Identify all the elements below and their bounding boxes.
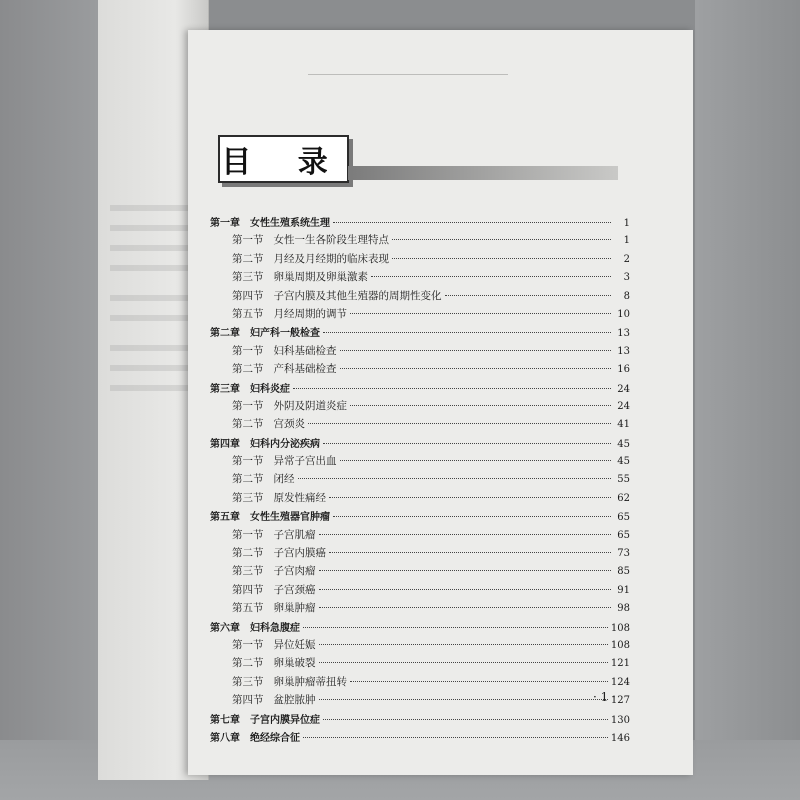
- dot-leader: [319, 662, 608, 663]
- dot-leader: [293, 388, 611, 389]
- toc-entry-label: 第三节: [232, 565, 264, 578]
- toc-entry-label: 第五章: [210, 512, 240, 524]
- page-number: · 1 ·: [593, 690, 616, 704]
- toc-entry-label: 第四节: [232, 289, 264, 302]
- dot-leader: [371, 276, 611, 277]
- toc-entry-title: 妇科内分泌疾病: [250, 438, 320, 450]
- toc-entry-title: 卵巢周期及卵巢激素: [273, 271, 368, 284]
- toc-entry-page: 73: [617, 548, 630, 560]
- toc-entry-title: 月经周期的调节: [273, 307, 347, 320]
- toc-section-entry: [210, 416, 630, 434]
- toc-entry-label: 第四节: [232, 583, 264, 596]
- toc-chapter-entry: [210, 380, 630, 398]
- toc-entry-page: 127: [610, 695, 630, 707]
- toc-entry-title: 女性生殖系统生理: [250, 218, 330, 229]
- toc-entry-title: 卵巢肿瘤: [273, 602, 316, 615]
- dot-leader: [319, 570, 612, 571]
- toc-entry-label: 第一节: [232, 344, 264, 357]
- toc-entry-label: 第三节: [232, 675, 264, 688]
- toc-entry-page: 8: [623, 290, 630, 302]
- running-header-rule: [308, 74, 508, 75]
- dot-leader: [340, 368, 612, 369]
- dot-leader: [445, 295, 612, 296]
- toc-section-entry: [210, 692, 630, 710]
- toc-entry-page: 24: [617, 400, 630, 412]
- toc-section-entry: [210, 527, 630, 545]
- toc-entry-title: 妇科急腹症: [250, 622, 300, 634]
- page-title: 目 录: [218, 135, 349, 183]
- toc-entry-label: 第三章: [210, 383, 240, 395]
- toc-entry-page: 146: [610, 732, 630, 744]
- bleed-through-line: [110, 365, 200, 371]
- toc-entry-page: 108: [610, 639, 630, 651]
- toc-entry-page: 65: [617, 529, 630, 541]
- toc-entry-page: 85: [617, 566, 630, 578]
- toc-chapter-entry: [210, 729, 630, 747]
- title-decoration-bar: [348, 166, 618, 180]
- toc-section-entry: [210, 637, 630, 655]
- bleed-through-line: [110, 225, 200, 231]
- toc-section-entry: [210, 269, 630, 287]
- toc-entry-page: 13: [617, 345, 630, 357]
- toc-section-entry: [210, 306, 630, 324]
- table-of-contents: [210, 214, 630, 747]
- toc-entry-page: 24: [617, 383, 630, 395]
- dot-leader: [350, 681, 608, 682]
- toc-entry-label: 第二节: [232, 657, 264, 670]
- bleed-through-line: [110, 265, 200, 271]
- dot-leader: [392, 239, 611, 240]
- toc-section-entry: [210, 545, 630, 563]
- toc-entry-label: 第一章: [210, 218, 240, 229]
- dot-leader: [319, 699, 608, 700]
- toc-chapter-entry: [210, 214, 630, 232]
- dot-leader: [340, 350, 612, 351]
- toc-entry-title: 子宫内膜癌: [273, 547, 326, 560]
- dot-leader: [319, 589, 612, 590]
- bleed-through-line: [110, 315, 200, 321]
- toc-section-entry: [210, 600, 630, 618]
- toc-entry-title: 子宫内膜异位症: [250, 714, 320, 726]
- toc-section-entry: [210, 232, 630, 250]
- bleed-through-line: [110, 245, 200, 251]
- toc-chapter-entry: [210, 619, 630, 637]
- toc-chapter-entry: [210, 324, 630, 342]
- dot-leader: [308, 423, 611, 424]
- toc-entry-page: 2: [623, 253, 630, 265]
- toc-entry-title: 异位妊娠: [273, 638, 316, 651]
- toc-entry-page: 108: [610, 622, 630, 634]
- toc-entry-page: 91: [617, 584, 630, 596]
- toc-entry-title: 子宫内膜及其他生殖器的周期性变化: [273, 289, 442, 302]
- toc-entry-label: 第六章: [210, 622, 240, 634]
- dot-leader: [303, 737, 608, 738]
- toc-entry-label: 第三节: [232, 491, 264, 504]
- dot-leader: [350, 313, 611, 314]
- toc-entry-page: 10: [617, 308, 630, 320]
- toc-entry-label: 第四节: [232, 694, 264, 707]
- toc-entry-title: 子宫肉瘤: [273, 565, 316, 578]
- toc-entry-label: 第二章: [210, 328, 240, 340]
- toc-entry-title: 妇科基础检查: [273, 344, 337, 357]
- toc-entry-label: 第二节: [232, 418, 264, 431]
- dot-leader: [333, 222, 611, 223]
- toc-entry-label: 第一节: [232, 528, 264, 541]
- toc-entry-title: 月经及月经期的临床表现: [273, 252, 389, 265]
- toc-chapter-entry: [210, 508, 630, 526]
- toc-entry-page: 65: [617, 512, 630, 524]
- dot-leader: [350, 405, 611, 406]
- toc-entry-title: 卵巢破裂: [273, 657, 316, 670]
- toc-entry-title: 子宫肌瘤: [273, 528, 316, 541]
- toc-section-entry: [210, 674, 630, 692]
- toc-entry-title: 妇科炎症: [250, 383, 290, 395]
- toc-entry-label: 第一节: [232, 638, 264, 651]
- toc-chapter-entry: [210, 711, 630, 729]
- toc-entry-page: 1: [623, 235, 630, 247]
- toc-entry-page: 98: [617, 603, 630, 615]
- toc-entry-page: 124: [610, 676, 630, 688]
- dot-leader: [392, 258, 611, 259]
- toc-section-entry: [210, 490, 630, 508]
- toc-entry-page: 13: [617, 328, 630, 340]
- toc-entry-page: 3: [623, 272, 630, 284]
- dot-leader: [333, 516, 611, 517]
- bleed-through-line: [110, 385, 200, 391]
- dot-leader: [329, 552, 611, 553]
- bleed-through-line: [110, 345, 200, 351]
- toc-entry-page: 130: [610, 714, 630, 726]
- toc-section-entry: [210, 343, 630, 361]
- document-page: [188, 30, 693, 775]
- toc-section-entry: [210, 251, 630, 269]
- toc-entry-page: 121: [610, 658, 630, 670]
- toc-entry-page: 45: [617, 438, 630, 450]
- toc-section-entry: [210, 471, 630, 489]
- toc-entry-label: 第一节: [232, 234, 264, 247]
- toc-section-entry: [210, 398, 630, 416]
- toc-entry-page: 55: [617, 474, 630, 486]
- background-right: [695, 0, 800, 800]
- dot-leader: [323, 443, 611, 444]
- dot-leader: [340, 460, 612, 461]
- toc-entry-title: 闭经: [273, 473, 295, 486]
- toc-section-entry: [210, 655, 630, 673]
- toc-chapter-entry: [210, 435, 630, 453]
- bleed-through-line: [110, 205, 200, 211]
- dot-leader: [319, 644, 608, 645]
- toc-entry-title: 产科基础检查: [273, 363, 337, 376]
- toc-entry-label: 第二节: [232, 473, 264, 486]
- toc-entry-page: 16: [617, 364, 630, 376]
- toc-entry-label: 第二节: [232, 547, 264, 560]
- toc-section-entry: [210, 453, 630, 471]
- background-left: [0, 0, 110, 800]
- toc-entry-title: 盆腔脓肿: [273, 694, 316, 707]
- toc-entry-label: 第四章: [210, 438, 240, 450]
- bleed-through-line: [110, 295, 200, 301]
- dot-leader: [298, 478, 612, 479]
- toc-entry-page: 45: [617, 456, 630, 468]
- toc-section-entry: [210, 582, 630, 600]
- toc-entry-title: 绝经综合征: [250, 732, 300, 744]
- toc-entry-label: 第三节: [232, 271, 264, 284]
- toc-entry-title: 宫颈炎: [273, 418, 305, 431]
- toc-entry-label: 第八章: [210, 732, 240, 744]
- dot-leader: [319, 534, 612, 535]
- toc-entry-title: 妇产科一般检查: [250, 328, 320, 340]
- toc-section-entry: [210, 563, 630, 581]
- dot-leader: [303, 627, 608, 628]
- toc-entry-label: 第二节: [232, 252, 264, 265]
- toc-section-entry: [210, 361, 630, 379]
- toc-entry-label: 第七章: [210, 714, 240, 726]
- toc-entry-label: 第五节: [232, 602, 264, 615]
- toc-section-entry: [210, 288, 630, 306]
- toc-entry-label: 第一节: [232, 399, 264, 412]
- toc-entry-title: 女性一生各阶段生理特点: [273, 234, 389, 247]
- toc-entry-page: 1: [623, 218, 630, 229]
- dot-leader: [323, 719, 608, 720]
- dot-leader: [319, 607, 612, 608]
- toc-entry-title: 女性生殖器官肿瘤: [250, 512, 330, 524]
- toc-entry-title: 卵巢肿瘤蒂扭转: [273, 675, 347, 688]
- toc-entry-page: 41: [617, 419, 630, 431]
- dot-leader: [323, 332, 611, 333]
- toc-entry-page: 62: [617, 492, 630, 504]
- dot-leader: [329, 497, 611, 498]
- toc-entry-title: 原发性痛经: [273, 491, 326, 504]
- toc-entry-label: 第五节: [232, 307, 264, 320]
- toc-entry-title: 外阴及阴道炎症: [273, 399, 347, 412]
- toc-entry-label: 第二节: [232, 363, 264, 376]
- toc-entry-label: 第一节: [232, 455, 264, 468]
- toc-entry-title: 子宫颈癌: [273, 583, 316, 596]
- toc-entry-title: 异常子宫出血: [273, 455, 337, 468]
